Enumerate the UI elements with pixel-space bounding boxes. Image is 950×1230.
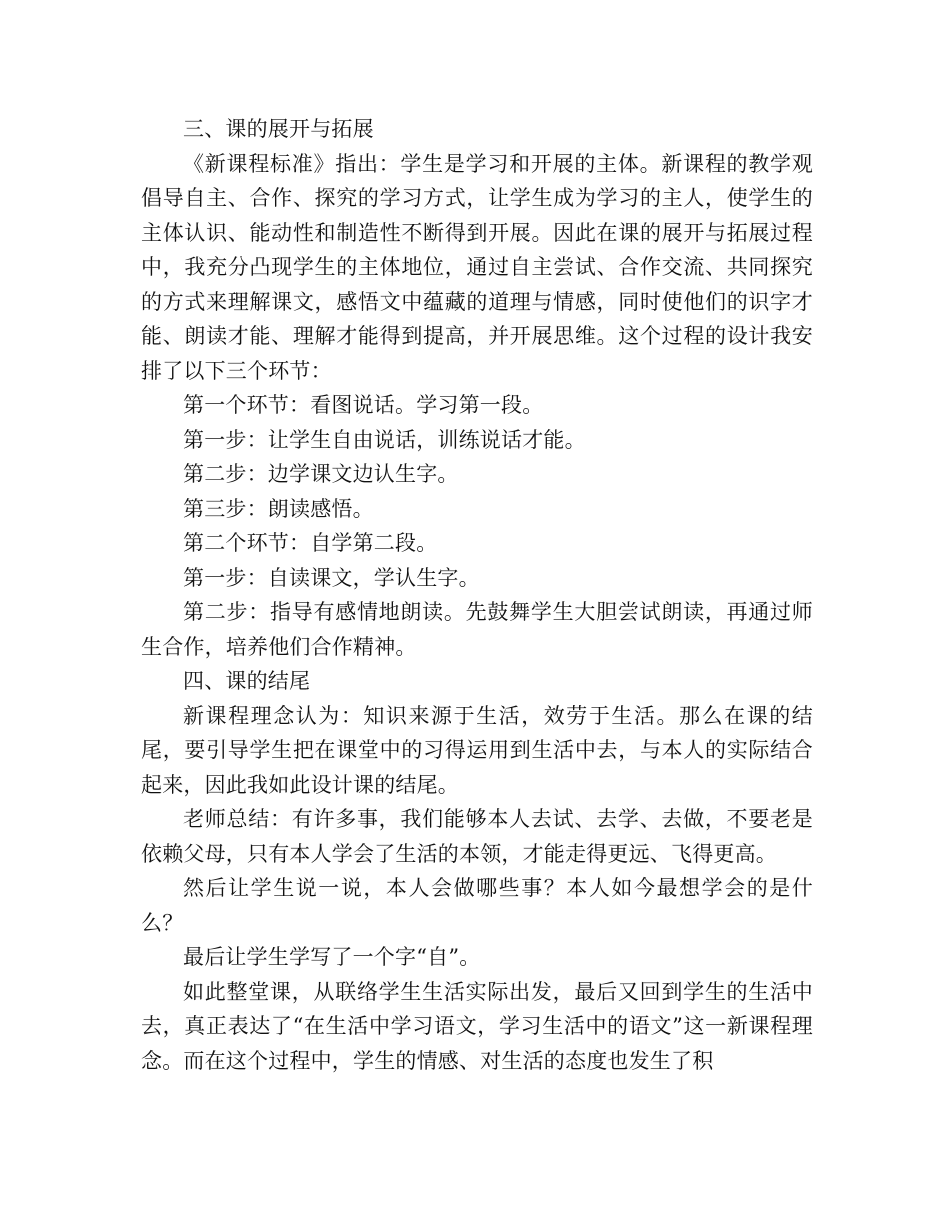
- paragraph-curriculum-concept: 新课程理念认为：知识来源于生活，效劳于生活。那么在课的结尾，要引导学生把在课堂中的习得运用到生活中去，与本人的实际结合起来，因此我如此设计课的结尾。: [141, 703, 813, 797]
- paragraph-student-discussion: 然后让学生说一说，本人会做哪些事？本人如今最想学会的是什么？: [141, 876, 813, 935]
- paragraph-write-character: 最后让学生学写了一个字“自”。: [183, 945, 481, 969]
- document-body: [141, 112, 813, 1078]
- paragraph-teacher-summary: 老师总结：有许多事，我们能够本人去试、去学、去做，不要老是依赖父母，只有本人学会了生活的本领，才能走得更远、飞得更高。: [141, 807, 813, 866]
- stage-2-step-2: 第二步：指导有感情地朗读。先鼓舞学生大胆尝试朗读，再通过师生合作，培养他们合作精神。: [141, 600, 813, 659]
- paragraph-curriculum-standard: 《新课程标准》指出：学生是学习和开展的主体。新课程的教学观倡导自主、合作、探究的学习方式，让学生成为学习的主人，使学生的主体认识、能动性和制造性不断得到开展。因此在课的展开与拓展过程中，我充分凸现学生的主体地位，通过自主尝试、合作交流、共同探究的方式来理解课文，感悟文中蕴藏的道理与情感，同时使他们的识字才能、朗读才能、理解才能得到提高，并开展思维。这个过程的设计我安排了以下三个环节：: [141, 151, 813, 383]
- stage-1-heading: 第一个环节：看图说话。学习第一段。: [183, 393, 544, 417]
- stage-1-step-3: 第三步：朗读感悟。: [183, 496, 374, 521]
- section-heading-3: 三、课的展开与拓展: [183, 117, 374, 141]
- stage-1-step-2: 第二步：边学课文边认生字。: [183, 462, 459, 486]
- paragraph-conclusion: 如此整堂课，从联络学生生活实际出发，最后又回到学生的生活中去，真正表达了“在生活中学习语文，学习生活中的语文”这一新课程理念。而在这个过程中，学生的情感、对生活的态度也发生了积: [141, 979, 813, 1073]
- stage-2-heading: 第二个环节：自学第二段。: [183, 531, 438, 555]
- stage-2-step-1: 第一步：自读课文，学认生字。: [183, 565, 480, 590]
- stage-1-step-1: 第一步：让学生自由说话，训练说话才能。: [183, 427, 586, 452]
- section-heading-4: 四、课的结尾: [183, 669, 311, 693]
